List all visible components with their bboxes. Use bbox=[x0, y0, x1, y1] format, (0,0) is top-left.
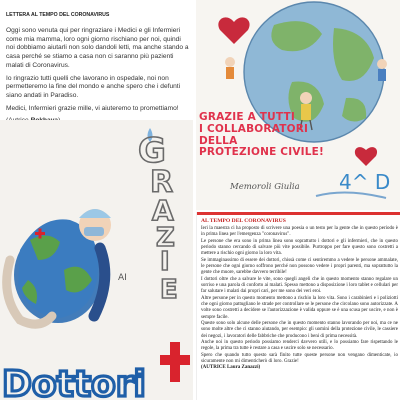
artist-signature: Memoroli Giulia bbox=[230, 182, 300, 192]
letter-bottom-paragraph: Spero che quando tutto questo sarà finito tutte queste persone non vengano dimenticate, io sicuramente non mi dimenticherò di loro. Grazie! bbox=[201, 352, 398, 364]
letter-top-paragraph: Io ringrazio tutti quelli che lavorano in ospedale, noi non permetteremo la fine del mondo e anche spero che i defunti siano andati in Paradiso. bbox=[6, 74, 181, 99]
letter-bottom-title: AL TEMPO DEL CORONAVIRUS bbox=[201, 218, 286, 224]
banner-line: I COLLABORATORI bbox=[199, 122, 309, 135]
word-ai: AI bbox=[118, 273, 127, 283]
banner-line: GRAZIE A TUTTI bbox=[199, 111, 295, 123]
letter-g: G bbox=[138, 131, 166, 171]
letter-bottom-panel bbox=[196, 212, 400, 400]
letter-i: I bbox=[160, 247, 170, 277]
letter-top-title: LETTERA AL TEMPO DEL CORONAVIRUS bbox=[6, 12, 110, 18]
class-label: 4^ D bbox=[339, 170, 391, 194]
letter-z: Z bbox=[156, 223, 175, 253]
letter-r: R bbox=[150, 165, 174, 200]
letter-bottom-paragraph: Se immaginassimo di essere dei dottori, chissà come ci sentiremmo a vedere le persone ammalate, le persone che ogni giorno soffrono perché non possono vedere i propri parenti, ma soprattutto la gente che muore, sarebbe davvero terribile! bbox=[201, 257, 398, 276]
drawing-globe-panel bbox=[196, 0, 400, 210]
letter-top-paragraph: Medici, Infermieri grazie mille, vi aiuteremo to promettiamo! bbox=[6, 104, 179, 112]
letter-bottom-body bbox=[201, 226, 398, 372]
protezione-civile-banner bbox=[199, 112, 389, 159]
letter-bottom-paragraph: I dottori oltre che a salvare le vite, sono quegli angeli che in questo momento stanno regalare un sorriso e una parola di conforto ai malati. Spesso mettono a disposizione i loro tablet e cellulari per far salutare i malati dai propri cari, per me sono dei veri eroi. bbox=[201, 276, 398, 295]
letter-top-paragraph: Oggi sono venuta qui per ringraziare i Medici e gli Infermieri come mia mamma, loro ogni giorno rischiano per noi, quindi noi dobbiamo aiutarli non solo dandoli letti, ma anche stando a casa perché se stiamo a casa non ci saranno più pazienti malati di Coronavirus. bbox=[6, 27, 189, 69]
red-top-rule bbox=[197, 212, 400, 215]
banner-line: PROTEZIONE CIVILE! bbox=[199, 146, 325, 159]
letter-bottom-paragraph: Altre persone per in questo momento mettono a rischio la loro vita. Sono i carabinieri e i poliziotti che ogni giorno pattugliano le strade per controllare se le persone che circolano sono autorizzate. A volte sono costretti a decidere se l'autorizzazione è valida oppure se è una scusa per uscire, e non è sempre facile. bbox=[201, 295, 398, 320]
letter-bottom-paragraph: Queste sono solo alcune delle persone che in questo momento stanno lavorando per noi, ma ce ne sono molte altre che ci stanno aiutando, per esempio: gli uomini della protezione civile, le cassiere dei negozi, i lavoratori delle fabbriche che producono i beni di prima necessità. bbox=[201, 320, 398, 339]
letter-a: A bbox=[152, 194, 174, 227]
letter-top-body bbox=[6, 27, 189, 126]
word-dottori: Dottori bbox=[2, 364, 146, 400]
letter-bottom-paragraph: Ieri la maestra ci ha proposto di scrivere una poesia o un testo per la gente che in questo periodo è in prima linea per l'emergenza "coronavirus". bbox=[201, 226, 398, 238]
drawing-doctors-illustration bbox=[0, 120, 193, 400]
child-figure bbox=[225, 57, 235, 79]
letter-e: E bbox=[160, 275, 178, 305]
drawing-doctors-panel bbox=[0, 120, 193, 400]
letter-bottom-author: (AUTRICE Laura Zanazzi) bbox=[201, 365, 261, 371]
letter-bottom-paragraph: Anche noi in questo periodo possiamo renderci davvero utili, e lo possiamo fare rispettando le regole, la prima tra tutte è restare a casa e uscire solo se necessario. bbox=[201, 339, 398, 352]
letter-bottom-paragraph: Le persone che era sono in prima linea sono soprattutto i dottori e gli infermieri, che in questo periodo stanno cercando di salvare più vite possibile. Purtroppo per fare questo sono costretti a mettere a rischio ogni giorno la loro vita. bbox=[201, 238, 398, 257]
banner-line: DELLA bbox=[199, 134, 238, 147]
child-figure bbox=[377, 59, 387, 81]
